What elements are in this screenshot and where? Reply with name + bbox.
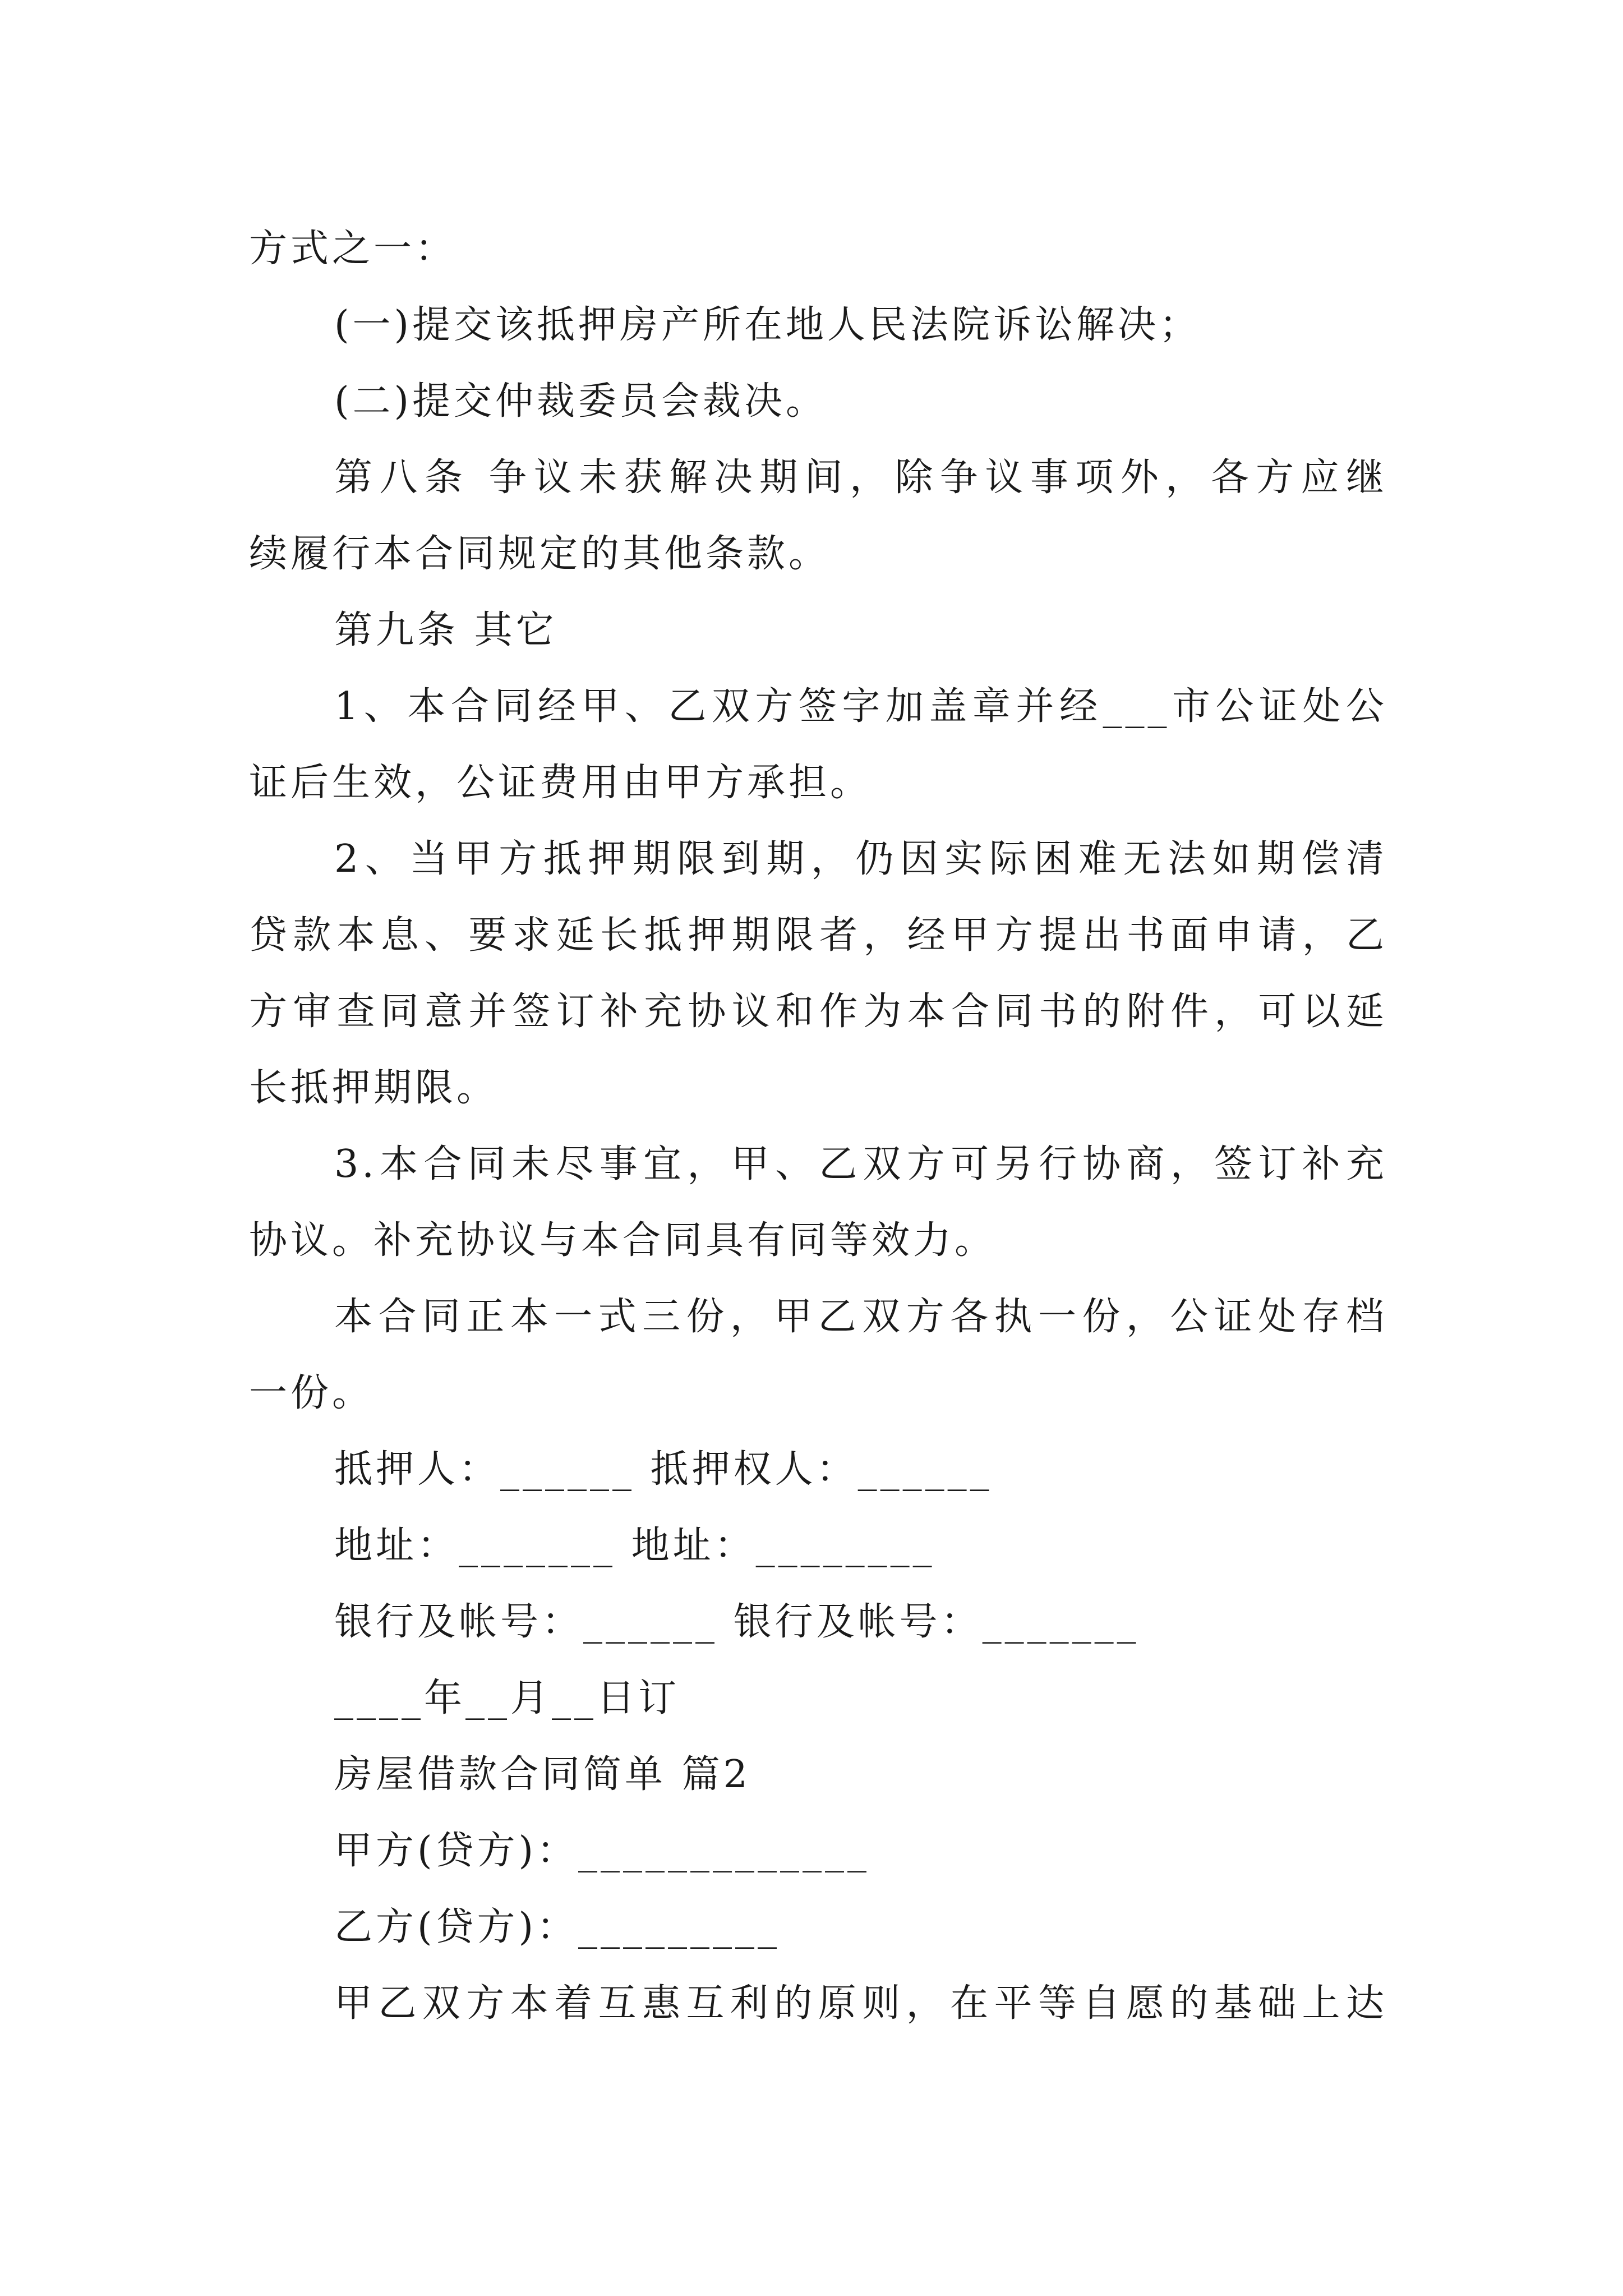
text-line: 长抵押期限。: [249, 1066, 499, 1110]
party-a-line: 甲方(贷方)：_____________: [334, 1829, 870, 1873]
text-line: 3.本合同未尽事宜，甲、乙双方可另行协商，签订补充: [334, 1142, 1387, 1186]
text-line: 一份。: [249, 1371, 374, 1415]
text-line: 协议。补充协议与本合同具有同等效力。: [249, 1218, 997, 1263]
text-line: 贷款本息、要求延长抵押期限者，经甲方提出书面申请，乙: [249, 913, 1387, 958]
document-body: [249, 211, 1387, 2042]
text-line: 第九条 其它: [334, 608, 557, 652]
text-line: 证后生效，公证费用由甲方承担。: [249, 761, 872, 805]
text-line: 1、本合同经甲、乙双方签字加盖章并经___市公证处公: [334, 684, 1387, 729]
signature-line-address: 地址：_______ 地址：________: [334, 1524, 935, 1568]
signature-line-mortgagor: 抵押人：______ 抵押权人：______: [334, 1447, 993, 1492]
text-line: 续履行本合同规定的其他条款。: [249, 532, 831, 576]
text-line: 方审查同意并签订补充协议和作为本合同书的附件，可以延: [249, 990, 1387, 1034]
text-line: 2、当甲方抵押期限到期，仍因实际困难无法如期偿清: [334, 837, 1387, 881]
signature-line-date: ____年__月__日订: [334, 1676, 680, 1720]
signature-line-bank-account: 银行及帐号：______ 银行及帐号：_______: [334, 1600, 1140, 1644]
text-line: 甲乙双方本着互惠互利的原则，在平等自愿的基础上达: [334, 1981, 1387, 2026]
text-line: (一)提交该抵押房产所在地人民法院诉讼解决；: [334, 303, 1201, 347]
text-line: 方式之一：: [249, 227, 457, 271]
text-line: 本合同正本一式三份，甲乙双方各执一份，公证处存档: [334, 1295, 1387, 1339]
party-b-line: 乙方(贷方)：_________: [334, 1905, 781, 1949]
section-heading: 房屋借款合同简单 篇2: [334, 1752, 751, 1797]
text-line: (二)提交仲裁委员会裁决。: [334, 379, 828, 424]
text-line: 第八条 争议未获解决期间，除争议事项外，各方应继: [334, 455, 1387, 500]
